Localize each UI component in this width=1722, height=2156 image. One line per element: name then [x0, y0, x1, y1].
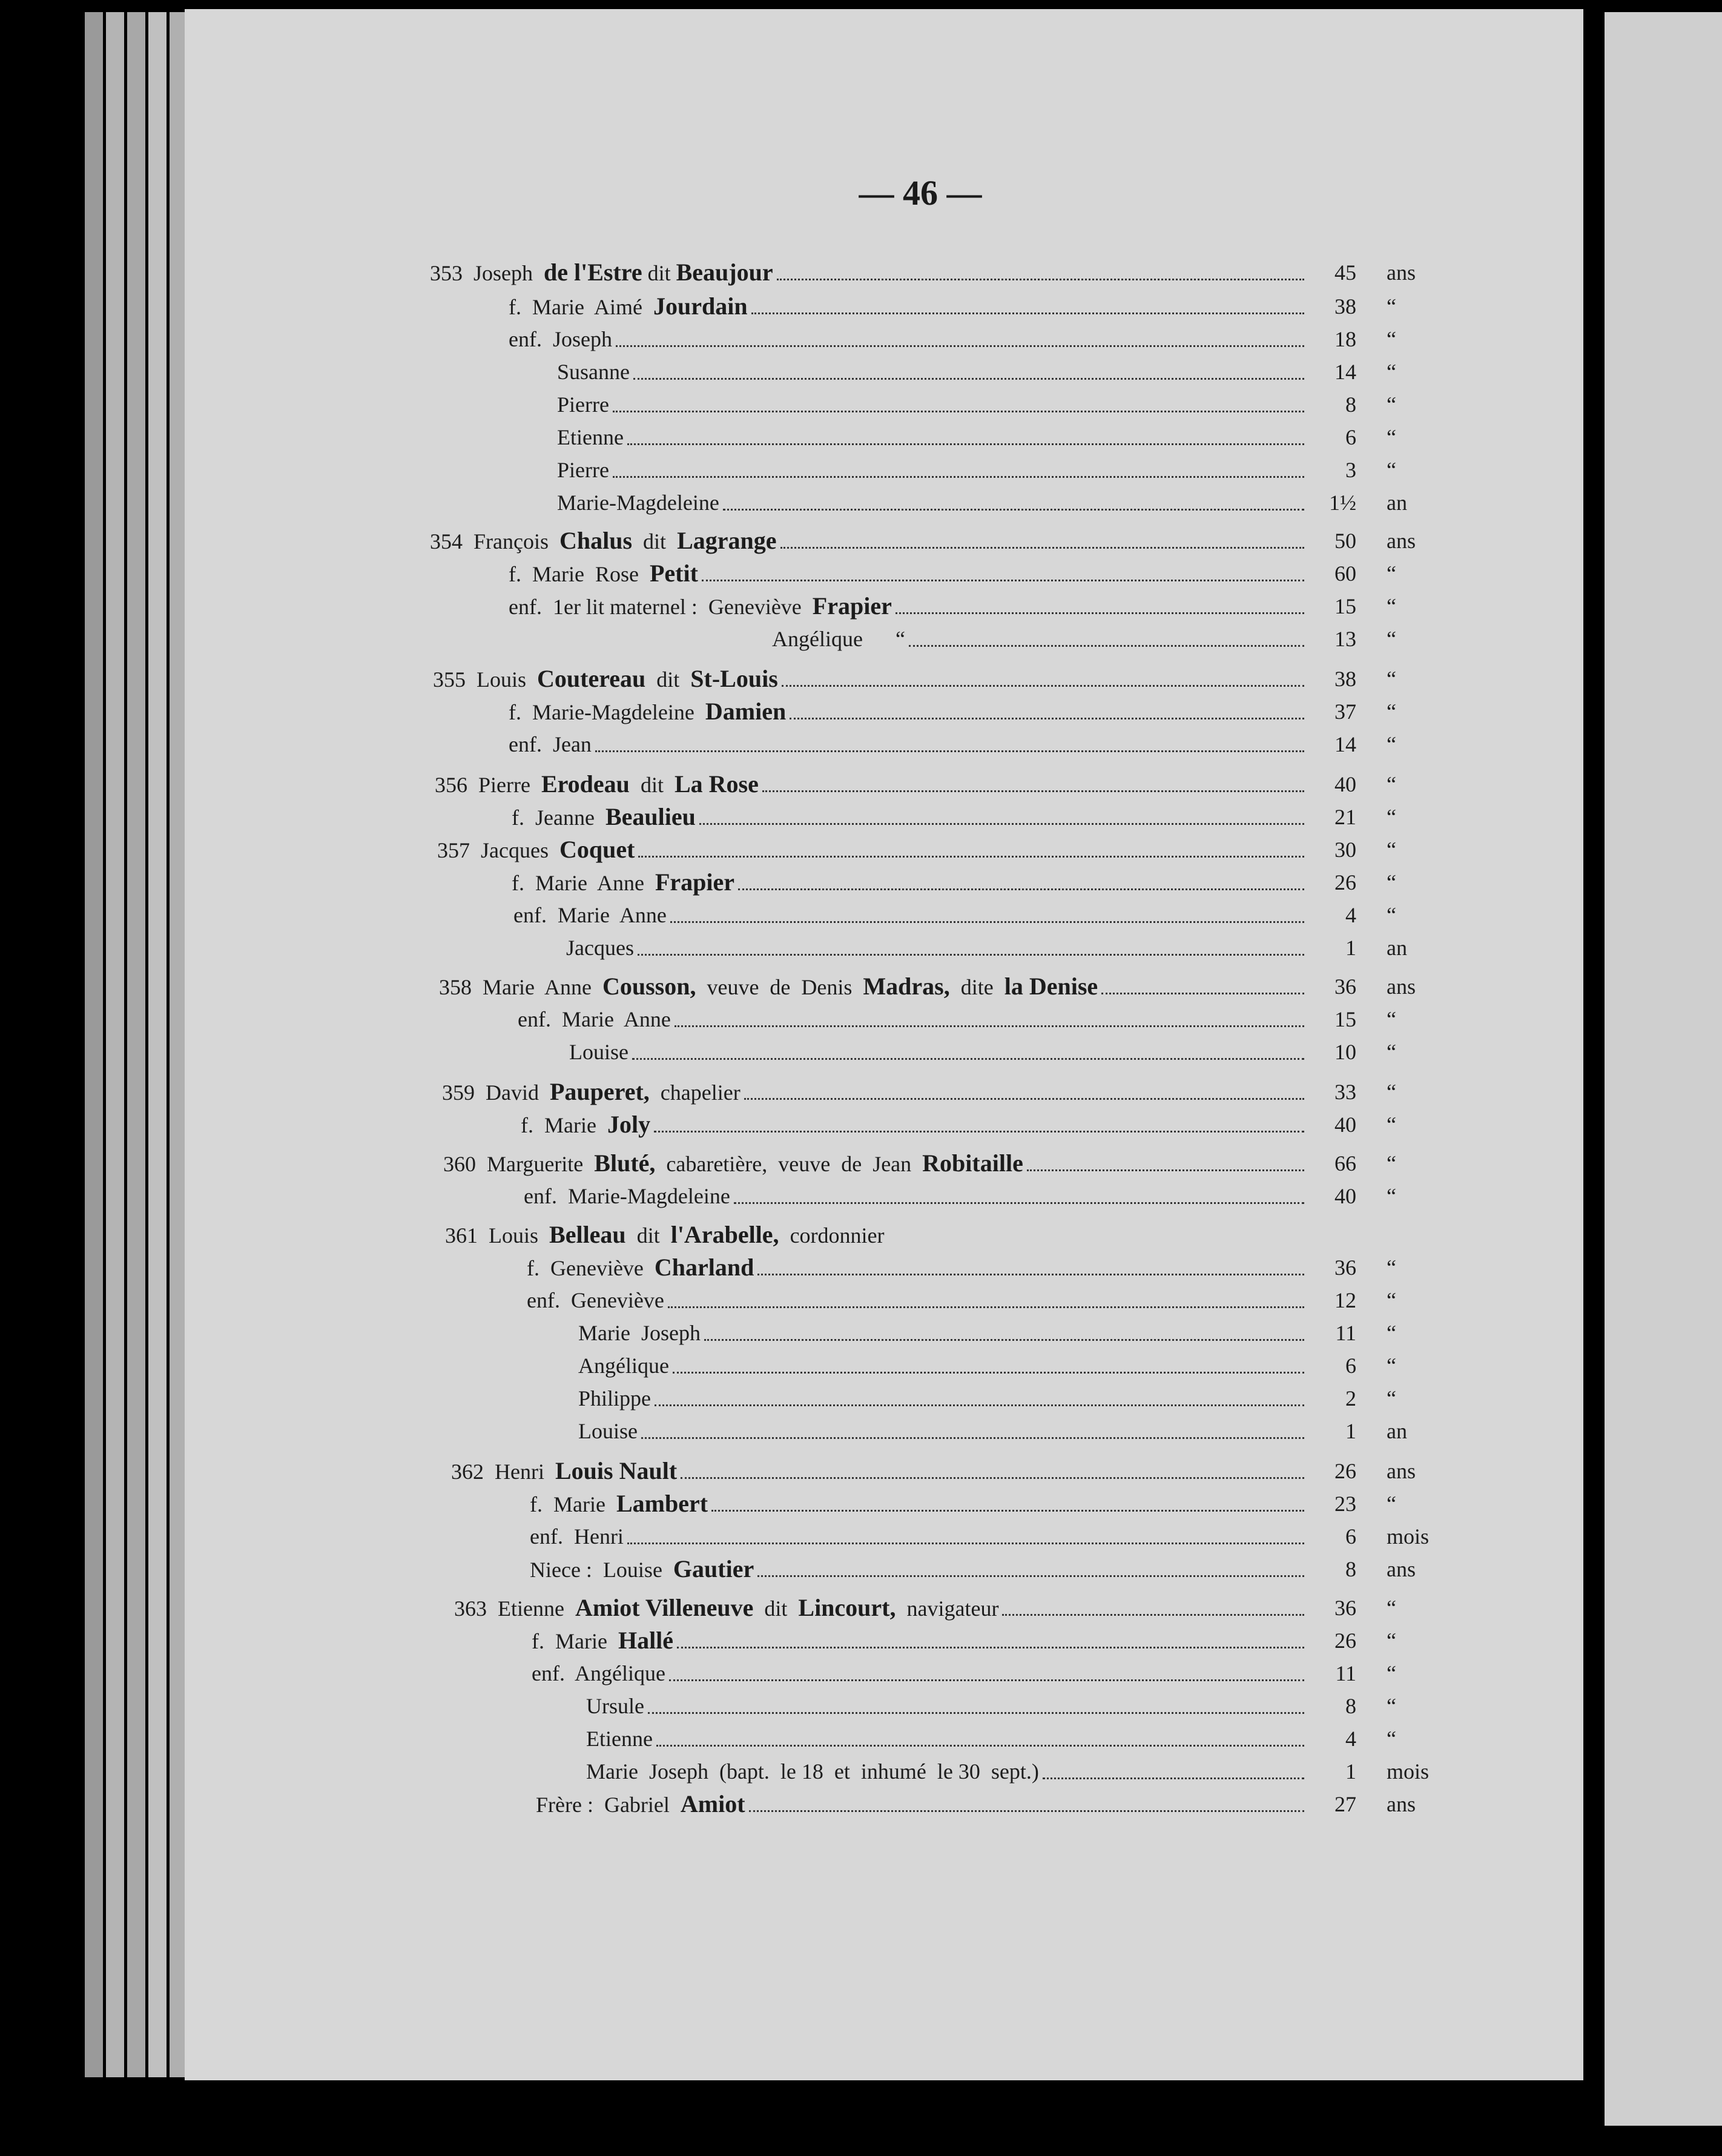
dot-leader [1002, 1591, 1304, 1616]
surname: Lagrange [677, 527, 777, 554]
entry-name [578, 1316, 1308, 1350]
dot-leader [699, 800, 1304, 825]
name-text: f. Marie Anne [512, 871, 655, 895]
book-edge [170, 12, 185, 2077]
entry-name [513, 898, 1308, 932]
surname: Chalus [559, 527, 633, 554]
name-text: Etienne [586, 1727, 653, 1751]
surname: Madras, [863, 973, 950, 1000]
surname: Belleau [549, 1221, 626, 1248]
age-unit: “ [1387, 1288, 1396, 1312]
entry-name [527, 1283, 1308, 1317]
age-unit: “ [1387, 1727, 1396, 1751]
name-text: Pierre [557, 392, 609, 417]
dot-leader [909, 622, 1304, 647]
age-value: 18 [1334, 327, 1356, 351]
dot-leader [711, 1487, 1304, 1512]
name-text: navigateur [896, 1596, 999, 1621]
entry-name [442, 1075, 1308, 1109]
name-text: Louise [569, 1040, 628, 1064]
name-text: f. Marie [521, 1113, 607, 1137]
age-value: 12 [1334, 1288, 1356, 1312]
name-text: enf. Jean [509, 732, 592, 756]
age-unit: “ [1387, 1629, 1396, 1653]
age-value: 1½ [1329, 491, 1356, 515]
entry-name [454, 1591, 1308, 1625]
age-value: 36 [1334, 1596, 1356, 1620]
age-unit: “ [1387, 294, 1396, 319]
age-unit: “ [1387, 772, 1396, 796]
entry-name [443, 1146, 1308, 1180]
age-unit: “ [1387, 1661, 1396, 1685]
name-text: enf. Marie Anne [513, 903, 667, 927]
entry-name [536, 1787, 1308, 1821]
name-text: Frère : Gabriel [536, 1793, 681, 1817]
age-value: 40 [1334, 772, 1356, 796]
entry-name [439, 970, 1308, 1004]
dot-leader [757, 1552, 1304, 1577]
surname: Amiot [680, 1790, 745, 1817]
surname: Petit [649, 560, 698, 587]
age-unit: “ [1387, 1151, 1396, 1176]
age-unit: “ [1387, 1694, 1396, 1718]
age-value: 2 [1345, 1386, 1356, 1410]
entry-name [586, 1722, 1308, 1756]
dot-leader [704, 1316, 1304, 1341]
name-text: enf. Geneviève [527, 1288, 664, 1312]
dot-leader [669, 1656, 1304, 1681]
dot-leader [654, 1108, 1304, 1133]
dot-leader [749, 1787, 1304, 1812]
name-text: Angélique [578, 1354, 669, 1378]
age-value: 6 [1345, 425, 1356, 449]
age-unit: “ [1387, 1354, 1396, 1378]
age-value: 15 [1334, 1007, 1356, 1031]
entry-name [521, 1108, 1308, 1142]
dot-leader [648, 1689, 1304, 1714]
name-text: 353 Joseph [430, 261, 544, 285]
age-value: 21 [1334, 805, 1356, 829]
age-unit: ans [1387, 974, 1416, 999]
age-value: 60 [1334, 561, 1356, 586]
dot-leader [638, 833, 1304, 858]
surname: l'Arabelle, [670, 1221, 779, 1248]
age-value: 26 [1334, 1629, 1356, 1653]
age-unit: “ [1387, 667, 1396, 691]
name-text: Philippe [578, 1386, 652, 1410]
dot-leader [734, 1179, 1304, 1204]
entry-name [586, 1689, 1308, 1723]
name-text: Susanne [557, 360, 630, 384]
entry-name [566, 931, 1308, 965]
age-value: 36 [1334, 974, 1356, 999]
surname: Charland [654, 1254, 754, 1281]
age-unit: “ [1387, 392, 1396, 417]
entry-name [509, 589, 1308, 623]
dot-leader [613, 453, 1304, 478]
surname: La Rose [674, 770, 759, 798]
dot-leader [675, 1002, 1304, 1027]
name-text: f. Marie [530, 1492, 616, 1516]
surname: Robitaille [922, 1149, 1023, 1177]
age-value: 6 [1345, 1354, 1356, 1378]
age-value: 8 [1345, 1694, 1356, 1718]
age-value: 11 [1335, 1661, 1356, 1685]
age-unit: ans [1387, 529, 1416, 553]
dot-leader [595, 727, 1304, 752]
facing-page [1605, 12, 1722, 2126]
name-text: dit [753, 1596, 799, 1621]
name-text: veuve de Denis [696, 975, 863, 999]
age-unit: “ [1387, 1184, 1396, 1208]
surname: Hallé [618, 1627, 674, 1654]
surname: Frapier [655, 868, 734, 896]
dot-leader [613, 388, 1304, 412]
age-unit: “ [1387, 1113, 1396, 1137]
dot-leader [744, 1075, 1304, 1100]
age-value: 14 [1334, 732, 1356, 756]
dot-leader [627, 420, 1304, 445]
age-unit: an [1387, 491, 1407, 515]
entry-name [512, 865, 1308, 899]
dot-leader [738, 865, 1304, 890]
age-unit: “ [1387, 327, 1396, 351]
entry-name [578, 1349, 1308, 1383]
entry-name [530, 1487, 1308, 1521]
age-unit: “ [1387, 903, 1396, 927]
surname: de l'Estre [544, 259, 642, 286]
name-text: Angélique “ [772, 627, 905, 651]
age-value: 1 [1345, 936, 1356, 960]
name-text: Niece : Louise [530, 1558, 673, 1582]
name-text: dit [642, 261, 676, 285]
dot-leader [723, 486, 1304, 511]
name-text: enf. Marie Anne [518, 1007, 671, 1031]
entry-name [509, 695, 1308, 729]
age-unit: “ [1387, 1007, 1396, 1031]
dot-leader [757, 1251, 1304, 1275]
age-value: 66 [1334, 1151, 1356, 1176]
name-text: 360 Marguerite [443, 1152, 595, 1176]
age-value: 10 [1334, 1040, 1356, 1064]
entry-name [532, 1656, 1308, 1690]
surname: Coquet [559, 836, 635, 863]
entry-name [527, 1251, 1308, 1285]
age-unit: mois [1387, 1524, 1430, 1549]
name-text: enf. Marie-Magdeleine [524, 1184, 730, 1208]
name-text: Louise [578, 1419, 638, 1443]
age-unit: “ [1387, 805, 1396, 829]
age-unit: “ [1387, 594, 1396, 618]
age-value: 6 [1345, 1524, 1356, 1549]
entry-name [569, 1035, 1308, 1069]
dot-leader [670, 898, 1304, 923]
dot-leader [1043, 1754, 1304, 1779]
age-value: 11 [1335, 1321, 1356, 1345]
dot-leader [780, 524, 1305, 549]
age-value: 27 [1334, 1792, 1356, 1816]
dot-leader [641, 1414, 1304, 1439]
dot-leader [627, 1519, 1304, 1544]
age-unit: “ [1387, 1040, 1396, 1064]
age-value: 36 [1334, 1255, 1356, 1280]
surname: St-Louis [690, 665, 778, 692]
name-text: dite [949, 975, 1005, 999]
name-text: 355 Louis [433, 667, 538, 692]
dot-leader [677, 1624, 1304, 1648]
age-value: 14 [1334, 360, 1356, 384]
dot-leader [762, 767, 1304, 792]
age-value: 4 [1345, 903, 1356, 927]
dot-leader [790, 695, 1304, 719]
age-value: 8 [1345, 1557, 1356, 1581]
entry-name [435, 767, 1308, 801]
entry-name [586, 1754, 1308, 1788]
age-unit: “ [1387, 627, 1396, 651]
name-text: Marie Joseph [578, 1321, 701, 1345]
entry-name [433, 662, 1308, 696]
age-value: 13 [1334, 627, 1356, 651]
entry-name [518, 1002, 1308, 1036]
name-text: 354 François [430, 529, 559, 554]
entry-name [557, 388, 1308, 422]
age-unit: “ [1387, 360, 1396, 384]
dot-leader [751, 289, 1304, 314]
entry-name [530, 1519, 1308, 1553]
name-text: Marie-Magdeleine [557, 491, 719, 515]
name-text: f. Marie Aimé [509, 295, 653, 319]
name-text: cabaretière, veuve de Jean [655, 1152, 923, 1176]
book-edge [127, 12, 145, 2077]
age-unit: “ [1387, 1255, 1396, 1280]
age-unit: an [1387, 1419, 1407, 1443]
name-text: dit [629, 773, 675, 797]
age-unit: “ [1387, 1386, 1396, 1410]
surname: la Denise [1004, 973, 1098, 1000]
name-text: f. Marie-Magdeleine [509, 700, 705, 724]
age-unit: “ [1387, 425, 1396, 449]
age-unit: “ [1387, 838, 1396, 862]
name-text: enf. Henri [530, 1524, 624, 1549]
name-text: Marie Joseph (bapt. le 18 et inhumé le 30 sept.) [586, 1759, 1039, 1784]
name-text: 361 Louis [445, 1223, 550, 1248]
dot-leader [673, 1349, 1304, 1374]
surname: Cousson, [602, 973, 696, 1000]
age-unit: ans [1387, 1557, 1416, 1581]
entry-name [437, 833, 1308, 867]
surname: Lambert [616, 1490, 708, 1517]
name-text: 358 Marie Anne [439, 975, 602, 999]
age-value: 33 [1334, 1080, 1356, 1104]
dot-leader [633, 355, 1304, 380]
name-text: 359 David [442, 1080, 550, 1105]
dot-leader [638, 931, 1304, 956]
age-unit: “ [1387, 1321, 1396, 1345]
dot-leader [896, 589, 1304, 614]
entry-name [557, 355, 1308, 389]
surname: Gautier [673, 1555, 754, 1582]
entry-name [578, 1381, 1308, 1415]
entry-name [451, 1454, 1308, 1488]
age-value: 8 [1345, 392, 1356, 417]
book-edge [85, 12, 103, 2077]
age-value: 3 [1345, 458, 1356, 482]
age-value: 30 [1334, 838, 1356, 862]
entry-name [530, 1552, 1308, 1586]
surname: Beaulieu [605, 803, 696, 830]
age-value: 40 [1334, 1113, 1356, 1137]
dot-leader [1101, 970, 1304, 994]
age-unit: mois [1387, 1759, 1430, 1784]
surname: Frapier [812, 592, 892, 620]
name-text: cordonnier [779, 1223, 885, 1248]
surname: Beaujour [676, 259, 773, 286]
dot-leader [1027, 1146, 1304, 1171]
name-text: dit [625, 1223, 671, 1248]
name-text: enf. 1er lit maternel : Geneviève [509, 595, 813, 619]
name-text: Jacques [566, 936, 634, 960]
entry-name [445, 1218, 1308, 1252]
name-text: 362 Henri [451, 1460, 555, 1484]
name-text: f. Marie Rose [509, 562, 650, 586]
entry-name [430, 524, 1308, 558]
age-value: 40 [1334, 1184, 1356, 1208]
age-unit: ans [1387, 1792, 1416, 1816]
age-value: 15 [1334, 594, 1356, 618]
name-text: dit [645, 667, 691, 692]
surname: Jourdain [653, 293, 748, 320]
entry-name [532, 1624, 1308, 1658]
name-text: Pierre [557, 458, 609, 482]
age-unit: “ [1387, 1596, 1396, 1620]
page-number: — 46 — [859, 173, 982, 213]
entry-name [772, 622, 1308, 656]
surname: Joly [607, 1111, 651, 1138]
surname: Pauperet, [549, 1078, 650, 1105]
age-unit: “ [1387, 458, 1396, 482]
age-value: 26 [1334, 870, 1356, 894]
entry-name [430, 256, 1308, 289]
age-value: 37 [1334, 699, 1356, 724]
entry-name [557, 453, 1308, 487]
age-value: 50 [1334, 529, 1356, 553]
entry-name [512, 800, 1308, 834]
age-unit: “ [1387, 699, 1396, 724]
surname: Lincourt, [798, 1594, 896, 1621]
dot-leader [668, 1283, 1304, 1308]
entry-name [578, 1414, 1308, 1448]
dot-leader [702, 557, 1304, 581]
age-value: 4 [1345, 1727, 1356, 1751]
age-value: 38 [1334, 667, 1356, 691]
surname: Amiot Villeneuve [575, 1594, 754, 1621]
age-unit: “ [1387, 870, 1396, 894]
entry-name [509, 289, 1308, 323]
age-unit: an [1387, 936, 1407, 960]
name-text: Etienne [557, 425, 624, 449]
age-value: 38 [1334, 294, 1356, 319]
name-text: dit [632, 529, 678, 554]
entry-name [509, 322, 1308, 356]
name-text: 357 Jacques [437, 838, 559, 862]
dot-leader [632, 1035, 1304, 1060]
age-unit: “ [1387, 561, 1396, 586]
entry-name [509, 727, 1308, 761]
surname: Erodeau [541, 770, 630, 798]
entry-name [557, 486, 1308, 520]
name-text: enf. Angélique [532, 1661, 665, 1685]
name-text: Ursule [586, 1694, 644, 1718]
entry-name [557, 420, 1308, 454]
entry-name [524, 1179, 1308, 1213]
surname: Coutereau [537, 665, 646, 692]
name-text: f. Geneviève [527, 1256, 655, 1280]
dot-leader [777, 256, 1304, 280]
age-value: 26 [1334, 1459, 1356, 1483]
age-unit: ans [1387, 1459, 1416, 1483]
name-text: enf. Joseph [509, 327, 612, 351]
age-unit: ans [1387, 260, 1416, 285]
dot-leader [681, 1454, 1304, 1479]
dot-leader [782, 662, 1304, 687]
age-unit: “ [1387, 732, 1396, 756]
age-unit: “ [1387, 1080, 1396, 1104]
dot-leader [616, 322, 1304, 347]
name-text: 363 Etienne [454, 1596, 575, 1621]
surname: Bluté, [594, 1149, 656, 1177]
dot-leader [656, 1722, 1304, 1747]
book-edge [148, 12, 167, 2077]
age-value: 1 [1345, 1419, 1356, 1443]
surname: Louis Nault [555, 1457, 678, 1484]
dot-leader [655, 1381, 1304, 1406]
age-value: 1 [1345, 1759, 1356, 1784]
surname: Damien [705, 698, 787, 725]
name-text: chapelier [649, 1080, 741, 1105]
age-unit: “ [1387, 1492, 1396, 1516]
age-value: 23 [1334, 1492, 1356, 1516]
name-text: 356 Pierre [435, 773, 541, 797]
name-text: f. Marie [532, 1629, 618, 1653]
book-edge [106, 12, 124, 2077]
age-value: 45 [1334, 260, 1356, 285]
name-text: f. Jeanne [512, 805, 605, 830]
entry-name [509, 557, 1308, 590]
